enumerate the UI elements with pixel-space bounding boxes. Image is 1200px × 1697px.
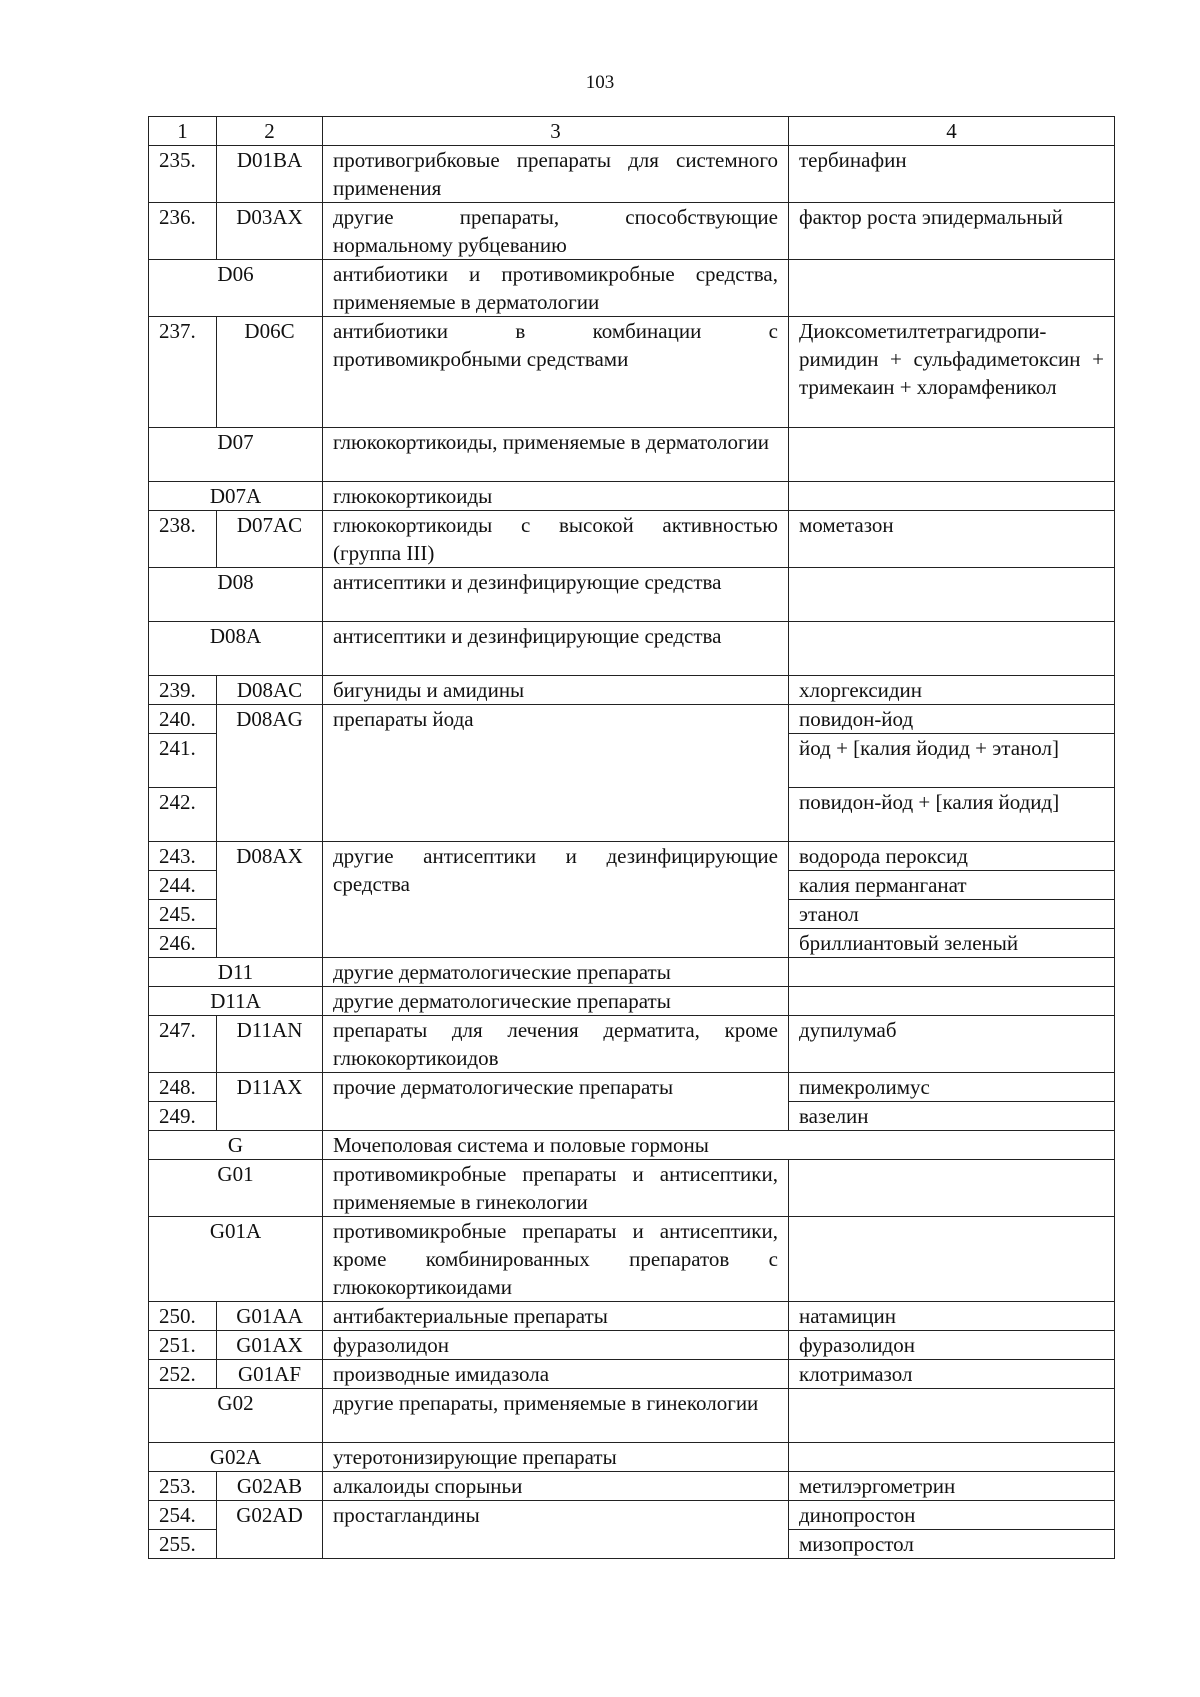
row-number: 243.	[149, 842, 217, 871]
table-row	[149, 1131, 1115, 1160]
drug-name: йод + [калия йодид + этанол]	[789, 734, 1115, 788]
group-description: препараты для лечения дерматита, кроме глюкокортикоидов	[323, 1016, 789, 1073]
atc-code: D06C	[217, 317, 323, 428]
drug-name	[789, 958, 1115, 987]
row-number: 240.	[149, 705, 217, 734]
table-row	[149, 1217, 1115, 1302]
atc-code: D08A	[149, 622, 323, 676]
drug-name: мизопростол	[789, 1530, 1115, 1559]
atc-code: D07AC	[217, 511, 323, 568]
drug-name: бриллиантовый зеленый	[789, 929, 1115, 958]
atc-code: D11A	[149, 987, 323, 1016]
table-row	[149, 1160, 1115, 1217]
row-number: 239.	[149, 676, 217, 705]
group-description: препараты йода	[323, 705, 789, 842]
table-row	[149, 568, 1115, 622]
table-row	[149, 958, 1115, 987]
row-number: 242.	[149, 788, 217, 842]
drug-name	[789, 568, 1115, 622]
drug-name: хлоргексидин	[789, 676, 1115, 705]
drug-name: дупилумаб	[789, 1016, 1115, 1073]
group-description: другие препараты, применяемые в гинекологии	[323, 1389, 789, 1443]
table-row	[149, 1360, 1115, 1389]
row-number: 245.	[149, 900, 217, 929]
drug-name: фуразолидон	[789, 1331, 1115, 1360]
table-row	[149, 1331, 1115, 1360]
group-description: другие антисептики и дезинфицирующие средства	[323, 842, 789, 958]
row-number: 255.	[149, 1530, 217, 1559]
atc-code: G01AX	[217, 1331, 323, 1360]
group-description: противогрибковые препараты для системного применения	[323, 146, 789, 203]
header-cell: 4	[789, 117, 1115, 146]
group-description: другие дерматологические препараты	[323, 987, 789, 1016]
group-description: антибиотики и противомикробные средства, применяемые в дерматологии	[323, 260, 789, 317]
drug-name: тербинафин	[789, 146, 1115, 203]
drug-name: водорода пероксид	[789, 842, 1115, 871]
group-description: антисептики и дезинфицирующие средства	[323, 568, 789, 622]
table-row	[149, 1472, 1115, 1501]
table-row	[149, 1501, 1115, 1530]
group-description: антибиотики в комбинации с противомикробными средствами	[323, 317, 789, 428]
drug-name: повидон-йод	[789, 705, 1115, 734]
atc-code: D11AX	[217, 1073, 323, 1131]
row-number: 251.	[149, 1331, 217, 1360]
group-description: другие препараты, способствующие нормальному рубцеванию	[323, 203, 789, 260]
header-cell: 2	[217, 117, 323, 146]
table-row	[149, 482, 1115, 511]
atc-code: G02AD	[217, 1501, 323, 1559]
drug-name	[789, 260, 1115, 317]
table-row	[149, 428, 1115, 482]
row-number: 248.	[149, 1073, 217, 1102]
drug-name	[789, 1443, 1115, 1472]
atc-code: G01AF	[217, 1360, 323, 1389]
drug-name: Диоксометилтетрагидропи-римидин + сульфадиметоксин + тримекаин + хлорамфеникол	[789, 317, 1115, 428]
table-row	[149, 1016, 1115, 1073]
table-row	[149, 1443, 1115, 1472]
drug-name: клотримазол	[789, 1360, 1115, 1389]
table-row	[149, 1302, 1115, 1331]
group-description: простагландины	[323, 1501, 789, 1559]
atc-code: G02AB	[217, 1472, 323, 1501]
row-number: 252.	[149, 1360, 217, 1389]
atc-code: D08AG	[217, 705, 323, 842]
table-row	[149, 317, 1115, 428]
atc-code: D03AX	[217, 203, 323, 260]
table-row	[149, 1073, 1115, 1102]
drug-name	[789, 622, 1115, 676]
atc-code: D11	[149, 958, 323, 987]
group-description: противомикробные препараты и антисептики, кроме комбинированных препаратов с глюкокортикоидами	[323, 1217, 789, 1302]
group-description: Мочеполовая система и половые гормоны	[323, 1131, 1115, 1160]
row-number: 250.	[149, 1302, 217, 1331]
drug-name	[789, 987, 1115, 1016]
drug-name	[789, 482, 1115, 511]
group-description: бигуниды и амидины	[323, 676, 789, 705]
atc-code: G02	[149, 1389, 323, 1443]
table-row	[149, 622, 1115, 676]
atc-code: G01	[149, 1160, 323, 1217]
atc-code: D08AX	[217, 842, 323, 958]
group-description: прочие дерматологические препараты	[323, 1073, 789, 1131]
table-row	[149, 842, 1115, 871]
group-description: утеротонизирующие препараты	[323, 1443, 789, 1472]
group-description: антибактериальные препараты	[323, 1302, 789, 1331]
atc-code: G	[149, 1131, 323, 1160]
atc-code: D08AC	[217, 676, 323, 705]
header-cell: 1	[149, 117, 217, 146]
atc-code: D07	[149, 428, 323, 482]
row-number: 237.	[149, 317, 217, 428]
atc-code: G01AA	[217, 1302, 323, 1331]
group-description: фуразолидон	[323, 1331, 789, 1360]
drug-name: метилэргометрин	[789, 1472, 1115, 1501]
atc-code: G01A	[149, 1217, 323, 1302]
group-description: другие дерматологические препараты	[323, 958, 789, 987]
drug-name	[789, 1389, 1115, 1443]
row-number: 236.	[149, 203, 217, 260]
atc-code: D06	[149, 260, 323, 317]
atc-code: D08	[149, 568, 323, 622]
row-number: 241.	[149, 734, 217, 788]
atc-code: D07A	[149, 482, 323, 511]
atc-code: G02A	[149, 1443, 323, 1472]
drug-name: пимекролимус	[789, 1073, 1115, 1102]
table-row	[149, 146, 1115, 203]
group-description: противомикробные препараты и антисептики, применяемые в гинекологии	[323, 1160, 789, 1217]
table-row	[149, 1389, 1115, 1443]
page-number: 103	[585, 72, 615, 93]
group-description: глюкокортикоиды с высокой активностью (группа III)	[323, 511, 789, 568]
table-row	[149, 511, 1115, 568]
table-row	[149, 987, 1115, 1016]
row-number: 247.	[149, 1016, 217, 1073]
atc-code: D11AN	[217, 1016, 323, 1073]
group-description: глюкокортикоиды, применяемые в дерматологии	[323, 428, 789, 482]
group-description: алкалоиды спорыньи	[323, 1472, 789, 1501]
drug-name: мометазон	[789, 511, 1115, 568]
drug-name	[789, 1160, 1115, 1217]
row-number: 249.	[149, 1102, 217, 1131]
drug-name: фактор роста эпидермальный	[789, 203, 1115, 260]
table-row	[149, 203, 1115, 260]
row-number: 244.	[149, 871, 217, 900]
drug-name: этанол	[789, 900, 1115, 929]
table-row	[149, 705, 1115, 734]
row-number: 235.	[149, 146, 217, 203]
drug-name: калия перманганат	[789, 871, 1115, 900]
drug-name: повидон-йод + [калия йодид]	[789, 788, 1115, 842]
row-number: 238.	[149, 511, 217, 568]
atc-code: D01BA	[217, 146, 323, 203]
drug-name	[789, 1217, 1115, 1302]
row-number: 246.	[149, 929, 217, 958]
row-number: 253.	[149, 1472, 217, 1501]
table-row	[149, 676, 1115, 705]
group-description: глюкокортикоиды	[323, 482, 789, 511]
drug-name: натамицин	[789, 1302, 1115, 1331]
table-row	[149, 260, 1115, 317]
drug-classification-table	[148, 116, 1115, 1559]
drug-name: динопростон	[789, 1501, 1115, 1530]
drug-name	[789, 428, 1115, 482]
table-header-row	[149, 117, 1115, 146]
row-number: 254.	[149, 1501, 217, 1530]
group-description: производные имидазола	[323, 1360, 789, 1389]
drug-name: вазелин	[789, 1102, 1115, 1131]
group-description: антисептики и дезинфицирующие средства	[323, 622, 789, 676]
header-cell: 3	[323, 117, 789, 146]
